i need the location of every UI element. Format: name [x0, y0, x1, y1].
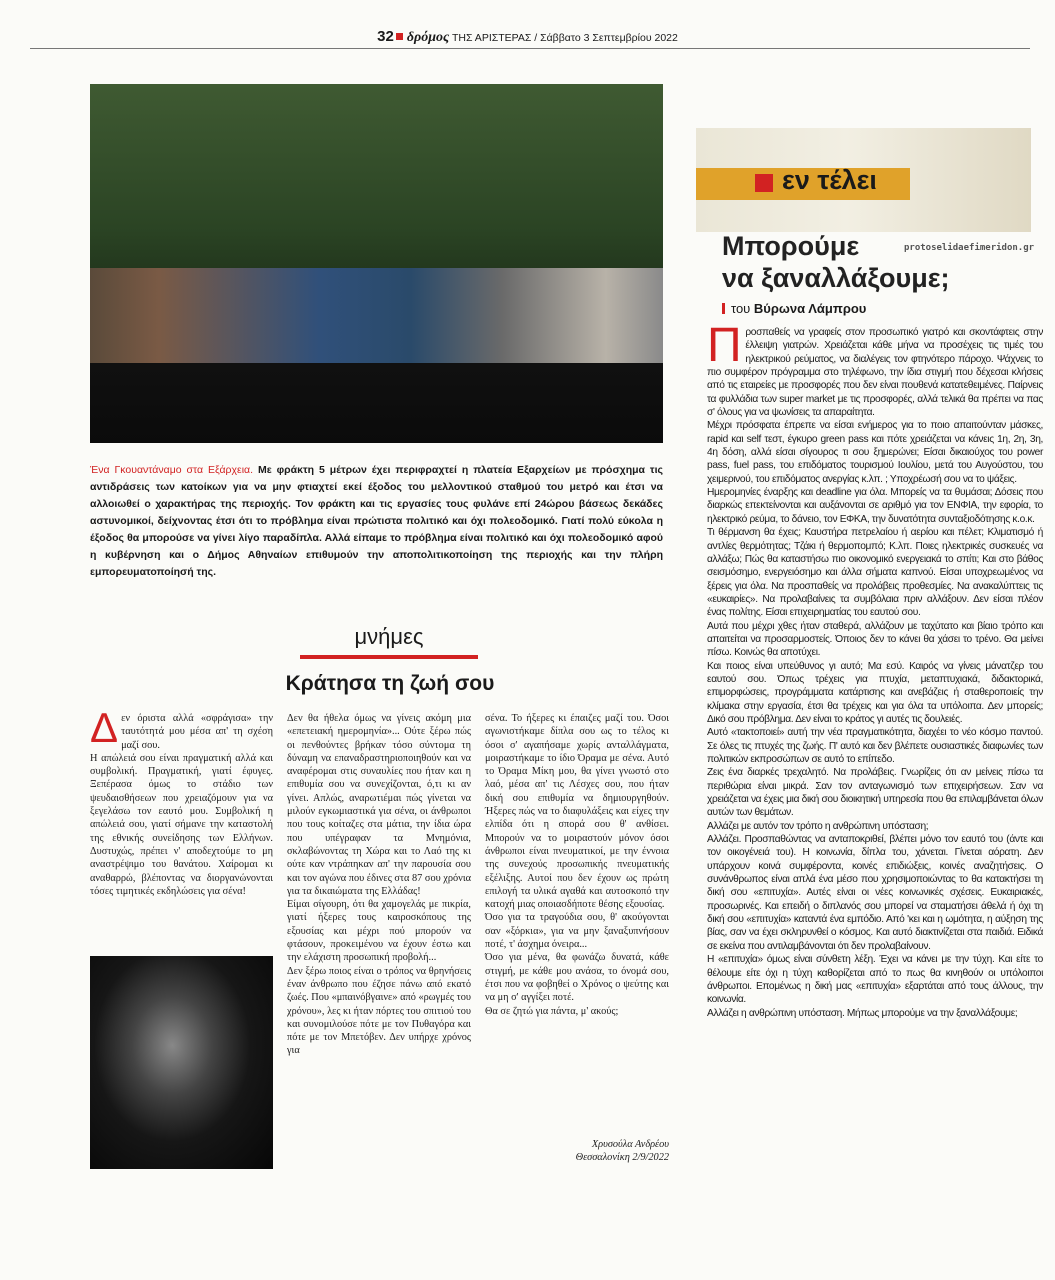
paragraph: Ημερομηνίες έναρξης και deadline για όλα. Μπορείς να τα θυμάσαι; Δόσεις που διαρκώς επεκτείνονται και αυξάνονται σε αριθμό για τον ΕΝΦΙΑ, την εφορία, το ηλεκτρικό ρεύμα, το δάνειο, τον ΕΦΚΑ, την δυνατότητα συνταξιοδότησης κ.ο.κ. — [707, 487, 1043, 525]
mnimes-column-1 — [90, 704, 273, 898]
byline-name: Βύρωνα Λάμπρου — [753, 301, 867, 316]
mnimes-headline: Κράτησα τη ζωή σου — [285, 672, 495, 695]
caption-lead: Ένα Γκουαντάναμο στα Εξάρχεια. — [90, 464, 254, 476]
paragraph: Όσο για τα τραγούδια σου, θ' ακούγονται σαν «ξόρκια», για να μην ξαναξυπνήσουν ποτέ, τ' άσχημα όνειρα... — [485, 912, 669, 951]
paragraph: σένα. Το ήξερες κι έπαιζες μαζί του. Όσοι αγωνιστήκαμε δίπλα σου ως το τέλος κι όσοι σ' αγαπήσαμε χωρίς ανταλλάγματα, μοιραστήκαμε το ίδιο Όραμα με σένα. Αυτό το Όραμα Μίκη μου, θα γίνει γνωστό στο λαό, μέσα απ' τις Λέσχες σου, που ήταν δική σου επιθυμία να δημιουργηθούν. Ήξερες πώς να το διαφυλάξεις και είχες την ελπίδα ότι η σπορά σου θ' ανθίσει. Μπορούν να το μοιραστούν μόνον όσοι άνθρωποι είναι πνευματικοί, με την έννοια της συνεχούς προσωπικής πνευματικής εξέλιξης. Αυτοί που δεν έχουν ως πρώτη επιλογή τα υλικά αγαθά και αυτοσκοπό την κατοχή μιας οποιασδήποτε θέσης εξουσίας. — [485, 713, 669, 911]
en-telei-headline — [722, 230, 950, 294]
section-title-mnimes: μνήμες — [354, 624, 424, 649]
exarcheia-photo — [90, 84, 663, 443]
paragraph: Η «επιτυχία» όμως είναι σύνθετη λέξη. Έχει να κάνει με την τύχη. Και είτε το θέλουμε είτε όχι η τύχη καθορίζεται από το πως θα κινηθούν οι υπόλοιποι άνθρωποι. Επομένως η δική μας «επιτυχία» εξαρτάται από τους άλλους, την κοινωνία. — [707, 954, 1043, 1006]
byline-bar — [722, 303, 725, 314]
place-date: Θεσσαλονίκη 2/9/2022 — [575, 1152, 669, 1164]
paragraph: Αλλάζει με αυτόν τον τρόπο η ανθρώπινη υπόσταση; — [707, 820, 929, 832]
section-bar — [300, 655, 478, 659]
paragraph: Και ποιος είναι υπεύθυνος γι αυτό; Μα εσύ. Καιρός να γίνεις μάνατζερ του εαυτού σου. Όπως τρέχεις για πτυχία, μεταπτυχιακά, διδακτορικά, επιμορφώσεις, προγράμματα κατάρτισης και ανεβάζεις ή σταθεροποιείς την κλίμακα στην εργασία, έτσι θα τρέχεις και για όλα τα υπόλοιπα. Δεν μπορείς; Δικό σου πρόβλημα. Δεν είναι το κράτος γι αυτές τις δουλειές. — [707, 660, 1043, 725]
photo-caption — [90, 462, 663, 581]
author-signature — [576, 1138, 669, 1165]
paragraph: Μέχρι πρόσφατα έπρεπε να είσαι ενήμερος για το ποιο απαιτούνταν μάσκες, rapid και self τεστ, έγκυρο green pass και πότε χρειάζεται να κάνεις 1η, 2η, 3η, 4η δόση, αλλά είσαι σίγουρος τι σου ξημερώνει; Είσαι δικαιούχος του power pass, fuel pass, του επιδόματος τουρισμού Ιουλίου, μετά του Αυγούστου, του χειμερινού, του επιδόματος ανεργίας κ.λπ. ; Υποχρέωσή σου να το ψάξεις. — [707, 420, 1043, 485]
page-number: 32 — [377, 28, 394, 45]
paragraph: Δεν θα ήθελα όμως να γίνεις ακόμη μια «επετειακή ημερομηνία»... Ούτε ξέρω πώς οι πενθούντες βρήκαν τόσο σύντομα τη δύναμη να επαναδραστηριοποιηθούν και να αναφέρομαι στις συναυλίες που ήταν και η επιθυμία σου να συνεχίζονται, ό,τι κι αν γίνει. Απλώς, αναρωτιέμαι πώς γίνεται να μιλούν εγκωμιαστικά για σένα, οι άνθρωποι που τους κοίταζες στα μάτια, την ίδια ώρα που υπέγραφαν τα Μνημόνια, σκλαβώνοντας τη Χώρα και το Λαό της κι ούτε καν ντράπηκαν απ' την παρουσία σου και τον αγώνα που έδινες στα 87 σου χρόνια για τα δικαιώματα της Ελλάδας! — [287, 713, 471, 897]
col1-lead: εν όριστα αλλά «σφράγισα» την ταυτότητά μου μέσα απ' τη σχέση μαζί σου. — [121, 713, 273, 751]
red-square-icon — [396, 33, 403, 40]
byline — [722, 301, 866, 316]
portrait-photo — [90, 956, 273, 1169]
paragraph: Αλλάζει. Προσπαθώντας να ανταποκριθεί, βλέπει μόνο τον εαυτό του (άντε και τον οικογένειά του). Η κοινωνία, δίπλα του, χάνεται. Γίνεται αόρατη. Δεν υπάρχουν κοινά συμφέροντα, κοινές επιδιώξεις, κοινές αναζητήσεις. Ο συνάνθρωπος είναι απλά ένα μέσο που χρησιμοποιώντας το θα κατακτήσει τη δική σου «επιτυχία». Αυτές είναι οι νέες κοινωνικές σχέσεις. Ευκαιριακές, προσωρινές. Και επειδή ο διπλανός σου μπορεί να σταματήσει άθελά ή όχι τη δική σου «επιτυχία» καταντά ένα εμπόδιο. Από 'κει και η ωμότητα, η αύξηση της βίας, σαν να έχει σκληρυνθεί ο κόσμος. Και αυτό διακτινίζεται στα παιδιά. Ειδικά σε εκείνα που αντιλαμβάνονται ότι δεν προλαβαίνουν. — [707, 834, 1043, 952]
mnimes-column-3 — [485, 712, 669, 1172]
en-telei-body — [707, 319, 1043, 1020]
paragraph: Αυτά που μέχρι χθες ήταν σταθερά, αλλάζουν με ταχύτατο και βίαιο τρόπο και απαιτείται να προσαρμοστείς. Όποιος δεν το κάνει θα χάσει το τρένο. Θα μείνει πίσω. Κοινώς θα αποτύχει. — [707, 620, 1043, 659]
header-dateline: ΤΗΣ ΑΡΙΣΤΕΡΑΣ / Σάββατο 3 Σεπτεμβρίου 2022 — [451, 32, 678, 44]
author-name: Χρυσούλα Ανδρέου — [591, 1139, 669, 1150]
headline-line-2: να ξαναλλάξουμε; — [722, 263, 950, 293]
red-square-icon — [755, 174, 773, 192]
byline-prefix: του — [731, 301, 751, 316]
paragraph: ροσπαθείς να γραφείς στον προσωπικό γιατρό και σκοντάφτεις στην έλλειψη γιατρών. Χρειάζεται κάθε μήνα να προσέχεις τις τιμές του ηλεκτρικού ρεύματος, να διαλέγεις τον φτηνότερο πάροχο. Ψάχνεις το πιο συμφέρον πρόγραμμα στο τηλέφωνο, την ίδια στιγμή που δέχεσαι κλήσεις από τις εταιρείες με προσφορές που δεν είναι πουθενά κατατεθειμένες. Παίρνεις τα φυλλάδια των super market με τις προσφορές, αλλά τελικά θα πρέπει να πας σ' όλους για να ψωνίσεις τα απαραίτητα. — [707, 327, 1043, 419]
drop-cap: Π — [707, 319, 742, 372]
paragraph: Αυτό «τακτοποιεί» αυτή την νέα πραγματικότητα, διαχέει το νέο κόσμο παντού. Σε όλες τις πτυχές της ζωής. Π' αυτό και δεν βλέπετε ουσιαστικές διαφωνίες των πολιτικών εκπροσώπων σε αυτό το επίπεδο. — [707, 727, 1043, 765]
paragraph: Είμαι σίγουρη, ότι θα χαμογελάς με πικρία, γιατί ήξερες τους καιροσκόπους της εξουσίας και μέχρι πού μπορούν να φτάσουν, προκειμένου να έχουν έστω και την ελάχιστη προσωπική προβολή... — [287, 899, 471, 964]
col1-text: Η απώλειά σου είναι πραγματική αλλά και συμβολική. Πραγματική, γιατί έφυγες. Ξεπέρασα όμως το στάδιο των ψευδαισθήσεων που χρειαζόμουν για να ξεγελάσω τον εαυτό μου. Συμβολική η απώλειά σου, γιατί σήμανε την καταστολή της εθνικής συνείδησης των Ελλήνων. Δυστυχώς, πρέπει ν' αποδεχτούμε το μη αναστρέψιμο του θανάτου. Χαίρομαι κι αναθαρρώ, βλέποντας να διοργανώνονται τόσες τιμητικές εκδηλώσεις για σένα! — [90, 752, 273, 897]
header-rule — [30, 48, 1030, 49]
page-header — [0, 28, 1055, 46]
mural-fence — [90, 268, 663, 363]
brand-name: δρόμος — [406, 30, 450, 45]
drop-cap: Δ — [90, 704, 119, 751]
paragraph: Ζεις ένα διαρκές τρεχαλητό. Να προλάβεις. Γνωρίζεις ότι αν μείνεις πίσω τα περιθώρια είναι μικρά. Σαν τον ανταγωνισμό των επιχειρήσεων. Σαν να χρειάζεται να έχεις μια δική σου διοικητική υπηρεσία που θα επιλαμβάνεται όλων αυτών των θεμάτων. — [707, 767, 1043, 819]
paragraph: Δεν ξέρω ποιος είναι ο τρόπος να θρηνήσεις έναν άνθρωπο που έζησε πάνω από εκατό ζωές. Που «μπαινόβγαινε» από «ρωγμές του χρόνου», λες κι ήταν πόρτες του σπιτιού του και συνομιλούσε πότε με τον Πυθαγόρα και πότε με τον Μπετόβεν. Δεν υπήρχε χρόνος για — [287, 965, 471, 1057]
caption-text: Με φράκτη 5 μέτρων έχει περιφραχτεί η πλατεία Εξαρχείων με πρόσχημα τις αντιδράσεις των κατοίκων για να μην φτιαχτεί εκεί έξοδος του μελλοντικού σταθμού του μετρό και έτσι να αλλοιωθεί ο χαρακτήρας της περιοχής. Τον φράκτη και τις εργασίες τους φυλάνε επί 24ώρου βάσεως δεκάδες αστυνομικοί, δείχνοντας έτσι ότι το πρόβλημα είναι πρώτιστα πολιτικό και όχι πολεοδομικό. Γιατί πολύ εύκολα η έξοδος θα μπορούσε να γίνει λίγο παραδίπλα. Αλλά είπαμε το πρόβλημα είναι πολιτικό και όχι πολεοδομικό αφού η κυβέρνηση και ο Δήμος Αθηναίων επιθυμούν την αποπολιτικοποίηση της περιοχής και την πλήρη εμπορευματοποίησή της. — [90, 464, 663, 578]
watermark: protoselidaefimeridon.gr — [904, 243, 1035, 253]
paragraph: Αλλάζει η ανθρώπινη υπόσταση. Μήπως μπορούμε να την ξαναλλάξουμε; — [707, 1007, 1018, 1019]
section-title-en-telei: εν τέλει — [782, 165, 877, 195]
paragraph: Όσο για μένα, θα φωνάζω δυνατά, κάθε στιγμή, με κάθε μου ανάσα, το όνομά σου, έτσι που να φοβηθεί ο Χρόνος ο ψεύτης και να μη σ' αγγίξει ποτέ. — [485, 952, 669, 1004]
paragraph: Θα σε ζητώ για πάντα, μ' ακούς; — [485, 1005, 619, 1017]
paragraph: Τι θέρμανση θα έχεις; Καυστήρα πετρελαίου ή αερίου και πέλετ; Κλιματισμό ή αντλίες θερμότητας; Τζάκι ή θερμοπομπό; Κ.λπ. Ποιες ηλεκτρικές συσκευές να αλλάξω; Πώς θα καταστήσω πιο οικονομικό ενεργειακά το σπίτι; Και στο βάθος σεισμόσημο, ενεργειόσημο και άλλα σήματα καπνού. Είσαι υποχρεωμένος να ξέρεις για όλα. Να προσπαθείς να προλάβεις προθεσμίες. Να ανακαλύπτεις τις «ευκαιρίες». Να προλαβαίνεις τα συμβόλαια πριν αλλάξουν. Δεν είσαι πλέον ένας πολίτης. Είσαι επιχειρηματίας του εαυτού σου. — [707, 527, 1043, 619]
headline-line-1: Μπορούμε — [722, 231, 860, 261]
mnimes-column-2 — [287, 712, 471, 1058]
